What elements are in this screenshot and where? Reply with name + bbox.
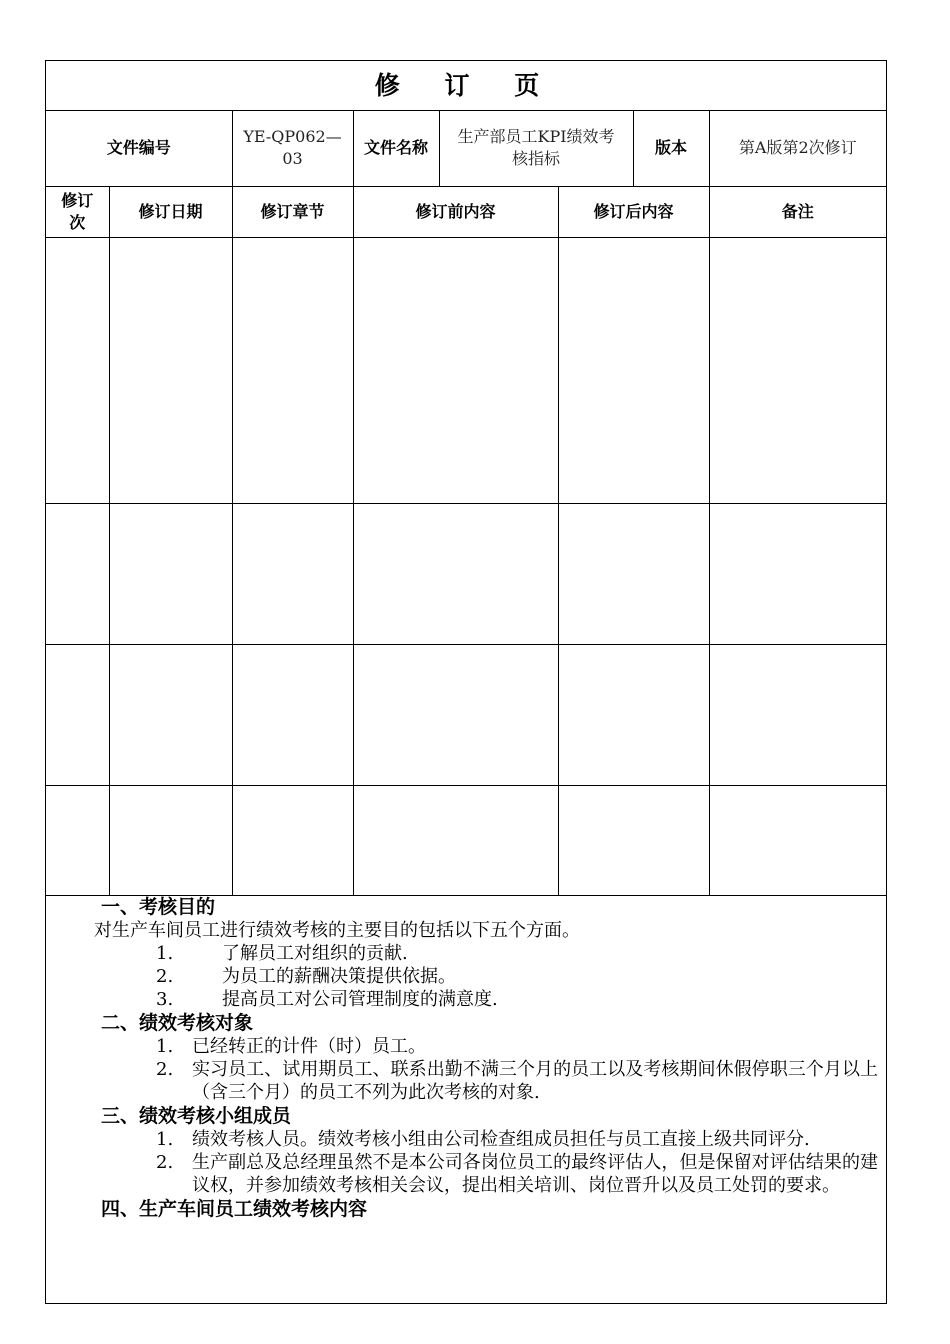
version-label: 版本 <box>633 111 709 186</box>
column-header-row <box>46 186 886 237</box>
section-heading: 一、考核目的 <box>101 896 216 918</box>
section-intro: 对生产车间员工进行绩效考核的主要目的包括以下五个方面。 <box>94 920 580 941</box>
col-revision-date: 修订日期 <box>109 186 232 237</box>
section-heading: 二、绩效考核对象 <box>101 1012 254 1034</box>
list-text: 为员工的薪酬决策提供依据。 <box>222 966 456 987</box>
version-value: 第A版第2次修订 <box>709 111 886 186</box>
revision-table <box>46 111 886 896</box>
list-number: 2. <box>156 1152 174 1173</box>
list-number: 2. <box>156 966 174 987</box>
col-revision-section: 修订章节 <box>232 186 353 237</box>
list-number: 2. <box>156 1059 174 1080</box>
list-text: 实习员工、试用期员工、联系出勤不满三个月的员工以及考核期间休假停职三个月以上（含三个月）的员工不列为此次考核的对象. <box>192 1059 878 1103</box>
table-row <box>46 237 886 503</box>
table-row <box>46 644 886 785</box>
list-item <box>46 1151 886 1197</box>
list-text: 已经转正的计件（时）员工。 <box>192 1036 426 1057</box>
section-heading: 三、绩效考核小组成员 <box>101 1105 292 1127</box>
list-number: 1. <box>156 943 174 964</box>
list-item <box>46 988 886 1011</box>
file-no-value: YE-QP062—03 <box>232 111 353 186</box>
list-number: 1. <box>156 1129 174 1150</box>
file-name-value: 生产部员工KPI绩效考核指标 <box>439 111 633 186</box>
list-number: 1. <box>156 1036 174 1057</box>
list-item <box>46 942 886 965</box>
file-no-label: 文件编号 <box>46 111 232 186</box>
list-text: 生产副总及总经理虽然不是本公司各岗位员工的最终评估人，但是保留对评估结果的建议权，并参加绩效考核相关会议，提出相关培训、岗位晋升以及员工处罚的要求。 <box>192 1152 878 1196</box>
list-text: 绩效考核人员。绩效考核小组由公司检查组成员担任与员工直接上级共同评分. <box>192 1129 810 1150</box>
list-text: 了解员工对组织的贡献. <box>222 943 408 964</box>
revision-page-frame <box>45 60 887 1304</box>
body-content <box>46 895 886 1221</box>
list-item <box>46 965 886 988</box>
list-item <box>46 1058 886 1104</box>
col-revision-no: 修订次 <box>46 186 109 237</box>
col-remarks: 备注 <box>709 186 886 237</box>
col-after-content: 修订后内容 <box>558 186 709 237</box>
table-row <box>46 503 886 644</box>
list-text: 提高员工对公司管理制度的满意度. <box>222 989 498 1010</box>
file-name-label: 文件名称 <box>353 111 439 186</box>
list-item <box>46 1035 886 1058</box>
list-item <box>46 1128 886 1151</box>
list-number: 3. <box>156 989 174 1010</box>
header-row <box>46 111 886 186</box>
table-row <box>46 785 886 895</box>
section-heading: 四、生产车间员工绩效考核内容 <box>101 1198 368 1220</box>
page-title: 修 订 页 <box>46 61 886 111</box>
col-before-content: 修订前内容 <box>353 186 558 237</box>
